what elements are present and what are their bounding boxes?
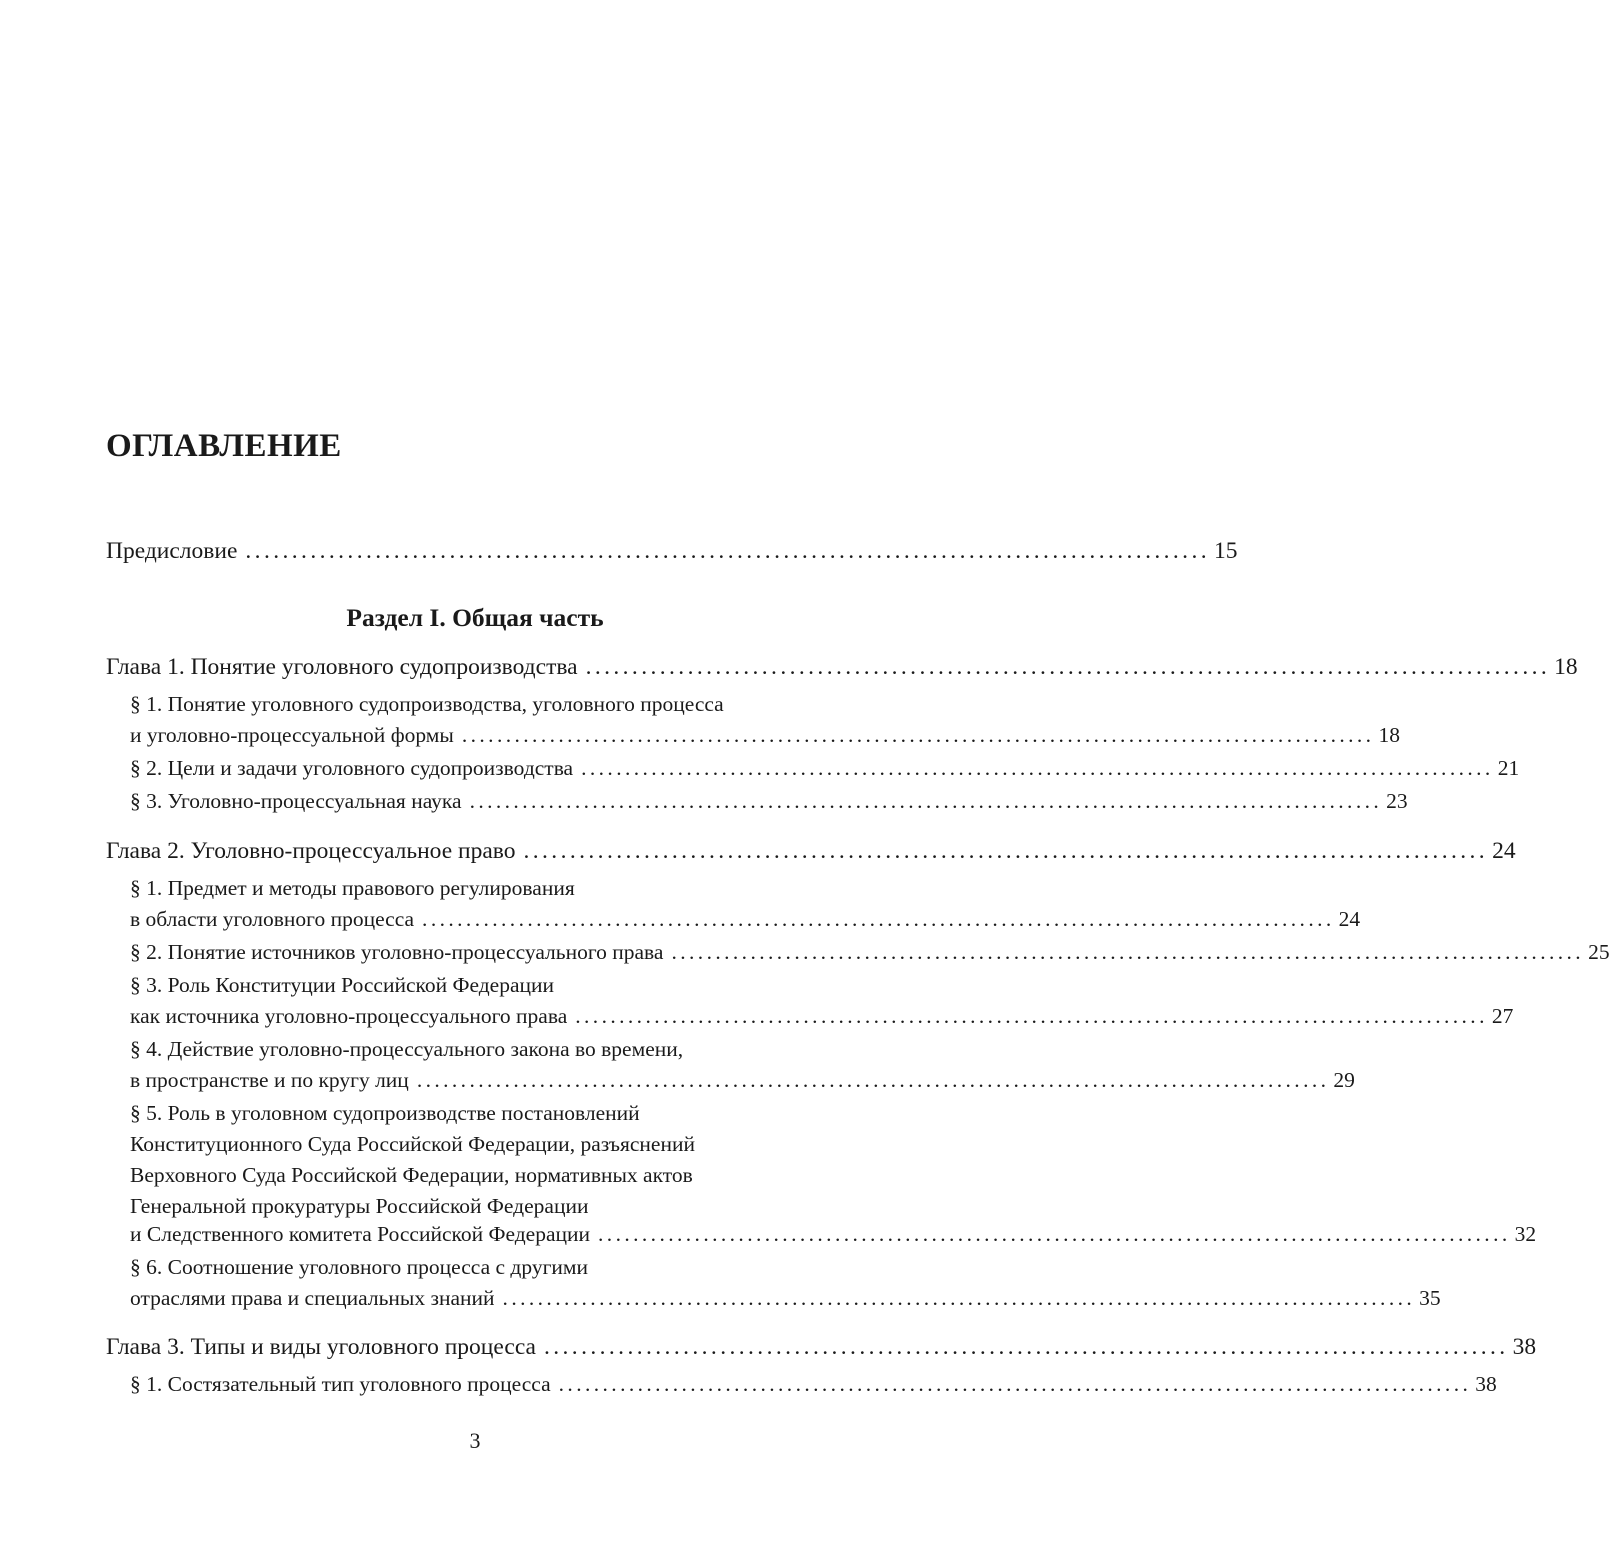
toc-subentry-2-1[interactable]	[130, 907, 1361, 932]
toc-page-number: 18	[1554, 654, 1578, 680]
toc-subentry-2-6[interactable]	[130, 1286, 1441, 1311]
dot-leader: ........................................................................................................	[416, 1068, 1330, 1092]
toc-subentry-label[interactable]: § 1. Понятие уголовного судопроизводства, уголовного процесса	[130, 692, 724, 716]
toc-subentry-label[interactable]: Верховного Суда Российской Федерации, нормативных актов	[130, 1163, 693, 1187]
toc-entry-preface[interactable]	[106, 538, 1238, 565]
toc-subentry-1-3[interactable]	[130, 789, 1408, 814]
toc-subentry-label[interactable]: § 6. Соотношение уголовного процесса с другими	[130, 1255, 589, 1279]
toc-page-number: 29	[1333, 1068, 1355, 1092]
toc-entry-label: § 2. Цели и задачи уголовного судопроизводства	[130, 756, 574, 780]
dot-leader: ........................................................................................................	[581, 756, 1494, 780]
section-heading: Раздел I. Общая часть	[346, 603, 604, 632]
toc-page-number: 38	[1512, 1334, 1537, 1360]
toc-entry-label: Глава 2. Уголовно-процессуальное право	[106, 838, 516, 864]
toc-subentry-label[interactable]: § 1. Предмет и методы правового регулирования	[130, 876, 575, 900]
toc-entry-chapter-3[interactable]	[106, 1334, 1537, 1361]
dot-leader: ........................................................................................................	[598, 1222, 1511, 1246]
toc-page-number: 23	[1386, 789, 1408, 813]
toc-page-number: 24	[1492, 838, 1516, 864]
toc-subentry-label[interactable]: § 5. Роль в уголовном судопроизводстве постановлений	[130, 1101, 640, 1125]
dot-leader: ........................................................................................................	[461, 723, 1375, 747]
dot-leader: ........................................................................................................	[422, 907, 1335, 931]
toc-entry-label: Глава 3. Типы и виды уголовного процесса	[106, 1334, 536, 1360]
toc-subentry-label[interactable]: § 3. Роль Конституции Российской Федерации	[130, 973, 555, 997]
toc-entry-label: как источника уголовно-процессуального права	[130, 1004, 568, 1028]
toc-page-number: 24	[1338, 907, 1361, 931]
dot-leader: ........................................................................................................	[558, 1372, 1472, 1396]
toc-subentry-2-4[interactable]	[130, 1068, 1355, 1093]
toc-entry-label: Предисловие	[106, 538, 238, 564]
toc-subentry-1-1[interactable]	[130, 723, 1400, 748]
toc-entry-label: и уголовно-процессуальной формы	[130, 723, 454, 747]
toc-subentry-1-2[interactable]	[130, 756, 1520, 781]
dot-leader: ........................................................................................................	[245, 538, 1210, 564]
toc-entry-label: § 3. Уголовно-процессуальная наука	[130, 789, 462, 813]
toc-entry-chapter-1[interactable]	[106, 654, 1578, 681]
page-title: ОГЛАВЛЕНИЕ	[106, 428, 342, 464]
toc-entry-label: Глава 1. Понятие уголовного судопроизводства	[106, 654, 578, 680]
toc-subentry-2-5[interactable]	[130, 1222, 1537, 1247]
toc-page-number: 38	[1475, 1372, 1497, 1396]
toc-page-number: 18	[1378, 723, 1400, 747]
toc-page-number: 27	[1491, 1004, 1514, 1028]
toc-page-number: 15	[1214, 538, 1238, 564]
toc-page-number: 35	[1419, 1286, 1441, 1310]
toc-subentry-label[interactable]: Конституционного Суда Российской Федерации, разъяснений	[130, 1132, 695, 1156]
toc-entry-label: отраслями права и специальных знаний	[130, 1286, 495, 1310]
dot-leader: ........................................................................................................	[543, 1334, 1509, 1360]
page-number: 3	[469, 1428, 481, 1453]
toc-subentry-label[interactable]: Генеральной прокуратуры Российской Федерации	[130, 1194, 589, 1218]
toc-subentry-3-1[interactable]	[130, 1372, 1497, 1397]
dot-leader: ........................................................................................................	[469, 789, 1383, 813]
toc-entry-label: § 2. Понятие источников уголовно-процессуального права	[130, 940, 664, 964]
dot-leader: ........................................................................................................	[575, 1004, 1488, 1028]
toc-subentry-2-2[interactable]	[130, 940, 1610, 965]
toc-entry-label: § 1. Состязательный тип уголовного процесса	[130, 1372, 551, 1396]
toc-subentry-2-3[interactable]	[130, 1004, 1514, 1029]
dot-leader: ........................................................................................................	[671, 940, 1585, 964]
toc-page-number: 21	[1497, 756, 1520, 780]
toc-entry-chapter-2[interactable]	[106, 838, 1516, 865]
toc-page-number: 25	[1588, 940, 1610, 964]
toc-entry-label: в пространстве и по кругу лиц	[130, 1068, 409, 1092]
dot-leader: ........................................................................................................	[585, 654, 1551, 680]
dot-leader: ........................................................................................................	[502, 1286, 1416, 1310]
toc-entry-label: в области уголовного процесса	[130, 907, 415, 931]
toc-page-number: 32	[1514, 1222, 1537, 1246]
toc-subentry-label[interactable]: § 4. Действие уголовно-процессуального закона во времени,	[130, 1037, 684, 1061]
toc-entry-label: и Следственного комитета Российской Федерации	[130, 1222, 591, 1246]
dot-leader: ........................................................................................................	[523, 838, 1489, 864]
